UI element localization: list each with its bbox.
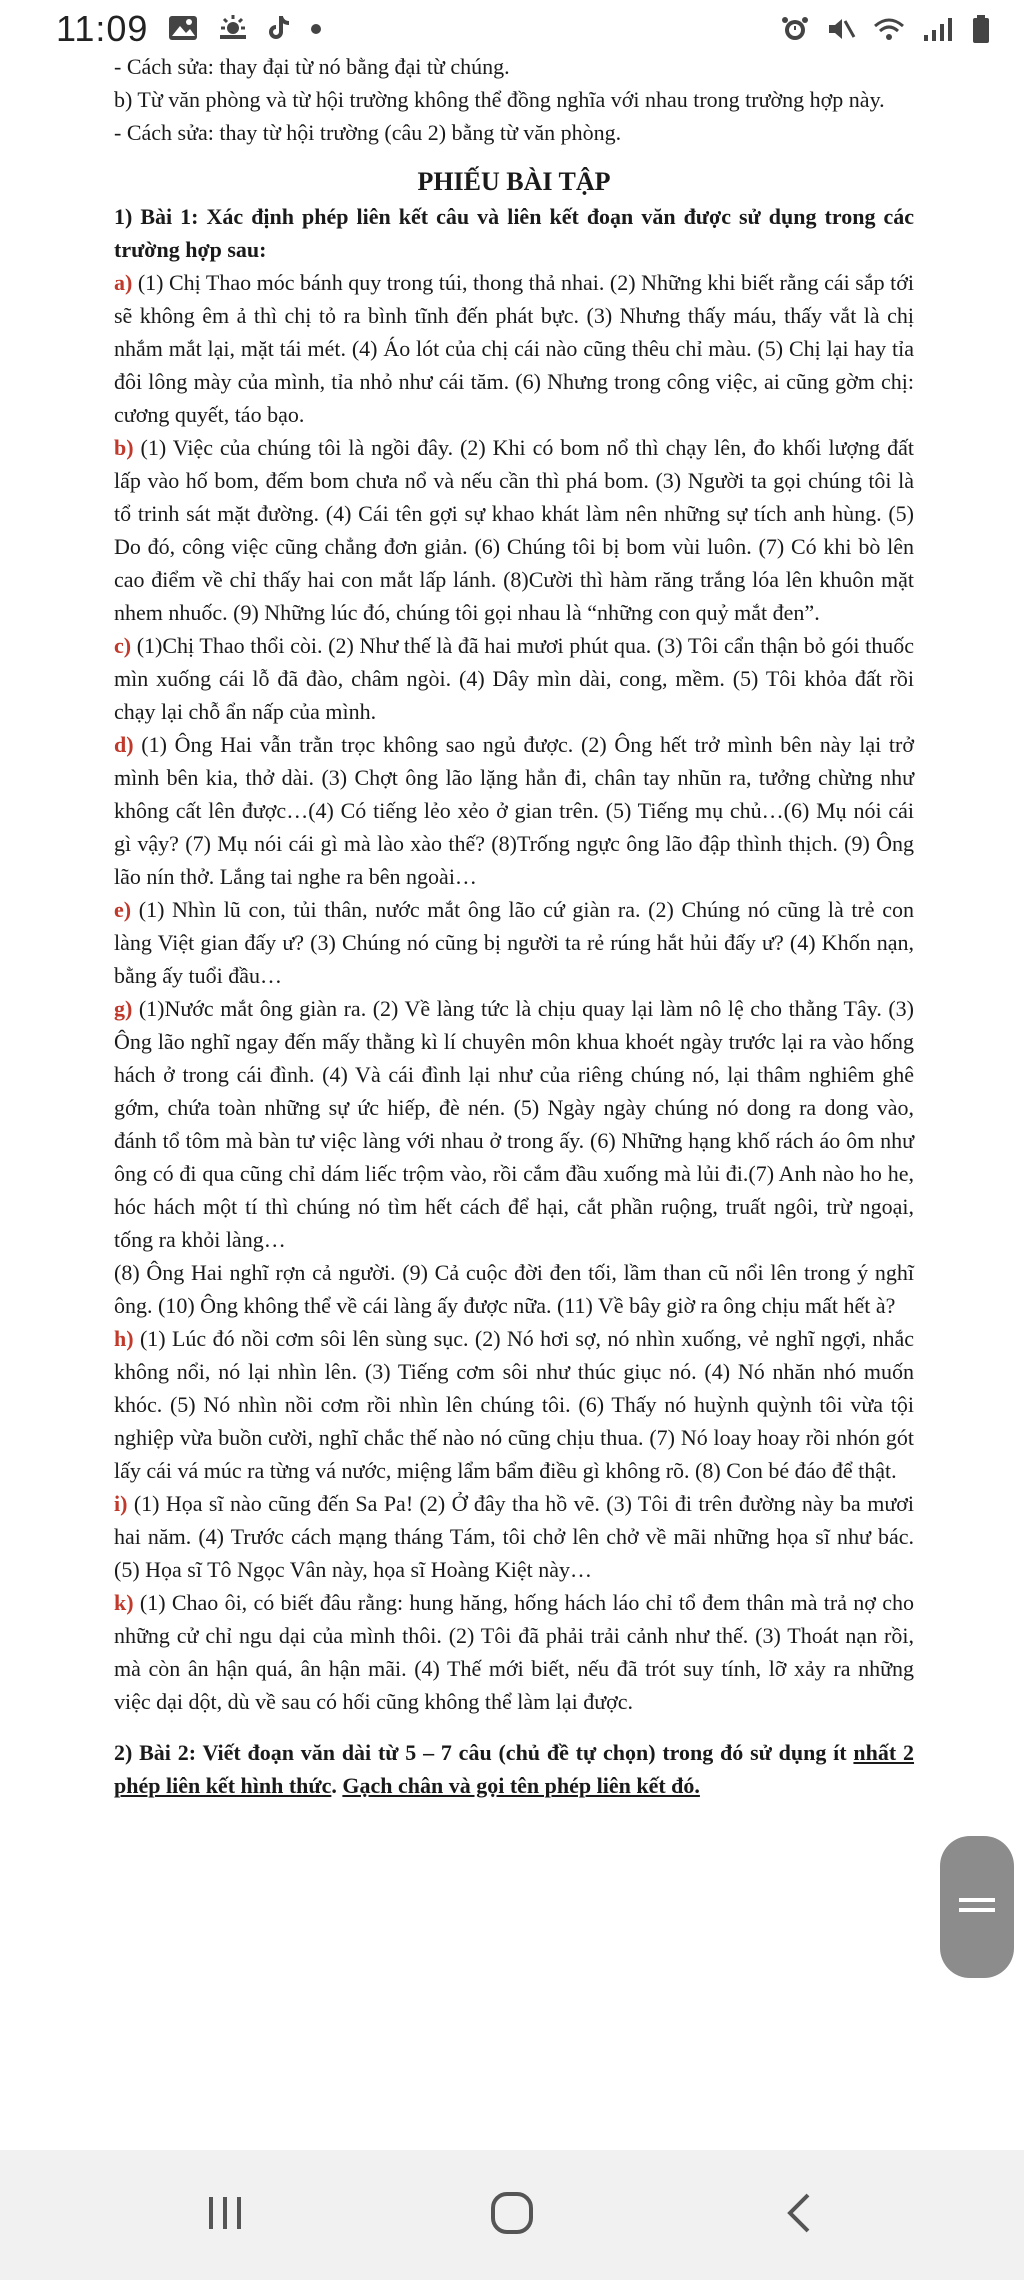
exercise-letter: e)	[114, 897, 132, 922]
exercise-letter: h)	[114, 1326, 134, 1351]
exercise-g-continued: (8) Ông Hai nghĩ rợn cả người. (9) Cả cuộc đời đen tối, lầm than cũ nổi lên trong ý nghĩ ông. (10) Ông không thể về cái làng ấy được nữa. (11) Về bây giờ ra ông chịu mất hết à?	[114, 1260, 914, 1318]
weather-icon	[216, 14, 250, 47]
mute-icon	[826, 15, 856, 48]
fix-line-2: - Cách sửa: thay từ hội trường (câu 2) bằng từ văn phòng.	[114, 120, 622, 145]
exercise-k: k) (1) Chao ôi, có biết đâu rằng: hung hăng, hống hách láo chỉ tổ đem thân mà trả nợ cho những cử chỉ ngu dại của mình thôi. (2) Tôi đã phải trải cảnh như thế. (3) Thoát nạn rồi, mà còn ân hận quá, ân hận mãi. (4) Thế mới biết, nếu đã trót suy tính, lỡ xảy ra những việc dại dột, dù về sau có hối cũng không thể làm lại được.	[114, 1590, 914, 1714]
recent-apps-button[interactable]	[185, 2180, 265, 2250]
recent-apps-icon	[203, 2193, 247, 2238]
alarm-icon	[780, 15, 810, 48]
exercise-letter: c)	[114, 633, 132, 658]
back-button[interactable]	[760, 2180, 840, 2250]
home-icon	[488, 2189, 536, 2242]
task-2-heading: 2) Bài 2: Viết đoạn văn dài từ 5 – 7 câu (chủ đề tự chọn) trong đó sử dụng ít nhất 2 phép liên kết hình thức. Gạch chân và gọi tên phép liên kết đó.	[114, 1740, 915, 1798]
exercise-a: a) (1) Chị Thao móc bánh quy trong túi, thong thả nhai. (2) Những khi biết rằng cái sắp tới sẽ không êm ả thì chị tỏ ra bình tĩnh đến phát bực. (3) Nhưng thấy máu, thấy vắt là chị nhắm mắt lại, mặt tái mét. (4) Áo lót của chị cái nào cũng thêu chỉ màu. (5) Chị lại hay tỉa đôi lông mày của mình, tỉa nhỏ như cái tăm. (6) Nhưng trong công việc, ai cũng gờm chị: cương quyết, táo bạo.	[114, 270, 914, 427]
image-icon	[168, 15, 198, 46]
wifi-icon	[872, 15, 906, 48]
system-icons	[780, 14, 990, 49]
fix-line-1: - Cách sửa: thay đại từ nó bằng đại từ chúng.	[114, 54, 510, 79]
home-button[interactable]	[472, 2180, 552, 2250]
exercise-letter: a)	[114, 270, 133, 295]
exercise-c: c) (1)Chị Thao thổi còi. (2) Như thế là đã hai mươi phút qua. (3) Tôi cẩn thận bỏ gói thuốc mìn xuống cái lỗ đã đào, châm ngòi. (4) Dây mìn dài, cong, mềm. (5) Tôi khỏa đất rồi chạy lại chỗ ẩn nấp của mình.	[114, 633, 914, 724]
exercise-letter: d)	[114, 732, 134, 757]
point-b-line: b) Từ văn phòng và từ hội trường không thể đồng nghĩa với nhau trong trường hợp này.	[114, 87, 885, 112]
exercise-h: h) (1) Lúc đó nồi cơm sôi lên sùng sục. (2) Nó hơi sợ, nó nhìn xuống, vẻ nghĩ ngợi, nhắc không nổi, nó lại nhìn lên. (3) Tiếng cơm sôi như thúc giục nó. (4) Nó nhăn nhó muốn khóc. (5) Nó nhìn nồi cơm rồi nhìn lên chúng tôi. (6) Thấy nó huỳnh quỳnh tôi vừa tội nghiệp vừa buồn cười, nghĩ chắc thế nào nó cũng chịu thua. (7) Nó loay hoay rồi nhón gót lấy cái vá múc ra từng vá nước, miệng lẩm bẩm điều gì không rõ. (8) Con bé đáo để thật.	[114, 1326, 914, 1483]
document-page[interactable]	[114, 50, 914, 1802]
dot-icon	[310, 22, 322, 40]
exercise-letter: k)	[114, 1590, 134, 1615]
worksheet-title: PHIẾU BÀI TẬP	[417, 167, 611, 196]
battery-icon	[972, 14, 990, 49]
exercise-letter: g)	[114, 996, 133, 1021]
exercise-i: i) (1) Họa sĩ nào cũng đến Sa Pa! (2) Ở đây tha hồ vẽ. (3) Tôi đi trên đường này ba mươi hai năm. (4) Trước cách mạng tháng Tám, tôi chở lên chở về mãi những họa sĩ như bác. (5) Họa sĩ Tô Ngọc Vân này, họa sĩ Hoàng Kiệt này…	[114, 1491, 914, 1582]
exercise-b: b) (1) Việc của chúng tôi là ngồi đây. (2) Khi có bom nổ thì chạy lên, đo khối lượng đất lấp vào hố bom, đếm bom chưa nổ và nếu cần thì phá bom. (3) Người ta gọi chúng tôi là tổ trinh sát mặt đường. (4) Cái tên gợi sự khao khát làm nên những sự tích anh hùng. (5) Do đó, công việc cũng chẳng đơn giản. (6) Chúng tôi bị bom vùi luôn. (7) Có khi bò lên cao điểm về chỉ thấy hai con mắt lấp lánh. (8)Cười thì hàm răng trắng lóa lên khuôn mặt nhem nhuốc. (9) Những lúc đó, chúng tôi gọi nhau là “những con quỷ mắt đen”.	[114, 435, 914, 625]
task-1-heading: 1) Bài 1: Xác định phép liên kết câu và liên kết đoạn văn được sử dụng trong các trường hợp sau:	[114, 204, 914, 262]
exercise-letter: i)	[114, 1491, 128, 1516]
navigation-bar	[0, 2150, 1024, 2280]
drag-lines-icon	[957, 1890, 997, 1925]
scroll-handle[interactable]	[940, 1836, 1014, 1978]
exercise-letter: b)	[114, 435, 134, 460]
exercise-e: e) (1) Nhìn lũ con, tủi thân, nước mắt ông lão cứ giàn ra. (2) Chúng nó cũng là trẻ con làng Việt gian đấy ư? (3) Chúng nó cũng bị người ta rẻ rúng hắt hủi đấy ư? (4) Khốn nạn, bằng ấy tuổi đầu…	[114, 897, 914, 988]
tiktok-icon	[268, 14, 292, 47]
exercise-g: g) (1)Nước mắt ông giàn ra. (2) Về làng tức là chịu quay lại làm nô lệ cho thằng Tây. (3) Ông lão nghĩ ngay đến mấy thằng kì lí chuyên môn khua khoét ngày trước lại ra vào hống hách ở trong cái đình. (4) Và cái đình lại như của riêng chúng nó, lại thâm nghiêm ghê gớm, chứa toàn những sự ức hiếp, đè nén. (5) Ngày ngày chúng nó dong ra dong vào, đánh tổ tôm mà bàn tư việc làng với nhau ở trong ấy. (6) Những hạng khố rách áo ôm như ông có đi qua cũng chỉ dám liếc trộm vào, rồi cắm đầu xuống mà lủi đi.(7) Anh nào ho he, hóc hách một tí thì chúng nó tìm hết cách để hại, cắt phần ruộng, truất ngôi, trừ ngoại, tống ra khỏi làng…	[114, 996, 914, 1252]
signal-icon	[922, 15, 956, 48]
exercise-d: d) (1) Ông Hai vẫn trằn trọc không sao ngủ được. (2) Ông hết trở mình bên này lại trở mình bên kia, thở dài. (3) Chợt ông lão lặng hẳn đi, chân tay nhũn ra, tưởng chừng như không cất lên được…(4) Có tiếng lẻo xẻo ở gian trên. (5) Tiếng mụ chủ…(6) Mụ nói cái gì vậy? (7) Mụ nói cái gì mà lào xào thế? (8)Trống ngực ông lão đập thình thịch. (9) Ông lão nín thở. Lắng tai nghe ra bên ngoài…	[114, 732, 914, 889]
status-time: 11:09	[56, 8, 149, 49]
back-icon	[782, 2191, 818, 2240]
notification-icons	[168, 14, 322, 47]
